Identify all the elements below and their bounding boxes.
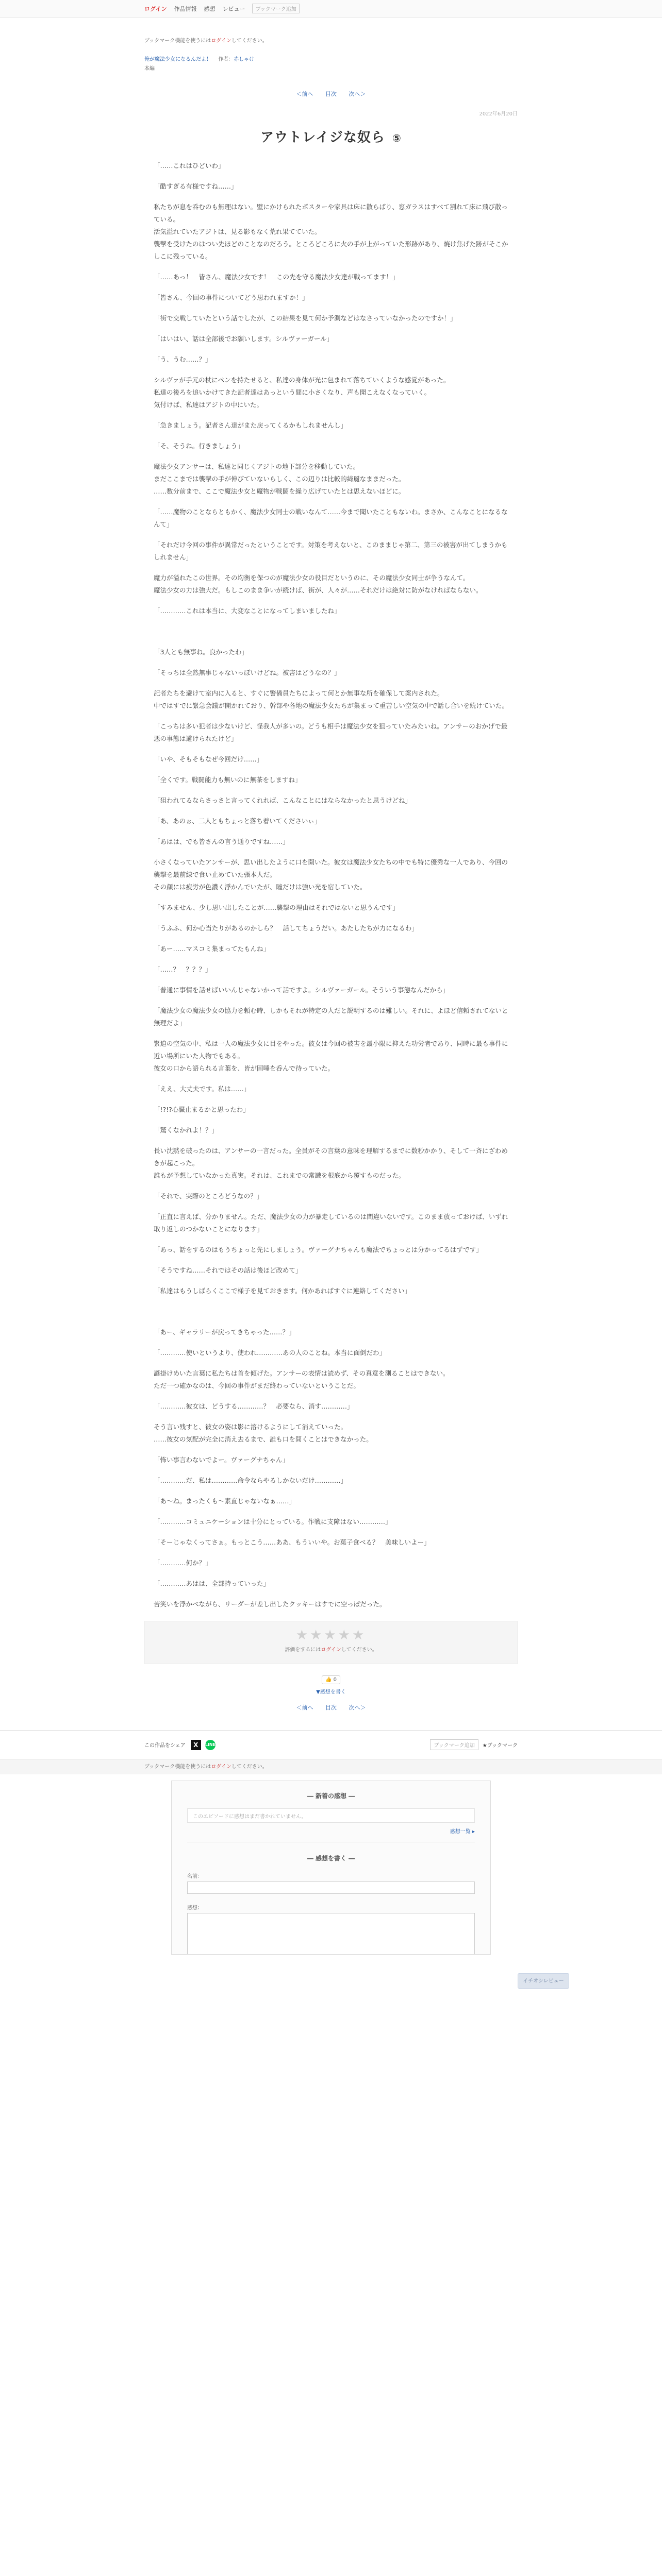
footer-bookmark-button[interactable]: ★ブックマーク <box>482 1743 518 1749</box>
name-input[interactable] <box>187 1882 475 1894</box>
novel-paragraph: 「…………何か？」 <box>154 1559 212 1567</box>
author-info: 作者：赤しゃけ <box>218 57 255 62</box>
novel-paragraph: 「怖い事言わないでよー。ヴァーグナちゃん」 <box>154 1456 289 1464</box>
bottom-login-notice: ブックマーク機能を使うにはログインしてください。 <box>0 1759 662 1774</box>
novel-paragraph: 「ええ、大丈夫です。私は……」 <box>154 1085 251 1093</box>
novel-paragraph: 「皆さん、今回の事件についてどう思われますか！」 <box>154 294 309 301</box>
novel-paragraph: 「あはは、でも皆さんの言う通りですね……」 <box>154 838 289 845</box>
novel-paragraph: 「…………彼女は、どうする…………？ 必要なら、消す…………」 <box>154 1402 354 1410</box>
x-share-icon[interactable]: X <box>191 1740 201 1750</box>
novel-paragraph: 「狙われてるならさっさと言ってくれれば、こんなことにはならなかったと思うけどね」 <box>154 796 412 804</box>
author-link[interactable]: 赤しゃけ <box>234 57 255 62</box>
novel-paragraph: 魔力が溢れたこの世界。その均衡を保つのが魔法少女の役目だというのに、その魔法少女同士が争うなんて。 魔法少女の力は強大だ。もしこのまま争いが続けば、街が、人々が……それだけは絶対に防がなければならない。 <box>154 574 483 594</box>
impressions-box <box>171 1781 491 1955</box>
novel-paragraph: 「酷すぎる有様ですね……」 <box>154 182 238 190</box>
chapter-title: アウトレイジな奴ら ⑤ <box>260 130 402 145</box>
novel-paragraph: 「あ〜ね。まったくも〜素直じゃないなぁ……」 <box>154 1497 296 1505</box>
login-link[interactable]: ログイン <box>144 5 167 12</box>
novel-paragraph: 「あ、あのぉ、二人ともちょっと落ち着いてくださいぃ」 <box>154 817 321 825</box>
novel-paragraph: 「そっちは全然無事じゃないっぽいけどね。被害はどうなの？」 <box>154 669 341 676</box>
novel-paragraph: 「!?!?心臓止まるかと思ったわ」 <box>154 1106 250 1113</box>
novel-paragraph: 「はいはい、話は全部後でお願いします。シルヴァーガール」 <box>154 335 334 343</box>
write-impression-heading: ― 感想を書く ― <box>307 1855 355 1862</box>
series-info <box>144 55 518 62</box>
next-link-bottom[interactable]: 次へ＞ <box>349 1704 366 1711</box>
scene-break <box>154 1306 508 1326</box>
novel-paragraph: 私たちが息を呑むのも無理はない。壁にかけられたポスターや家具は床に散らばり、窓ガラスはすべて割れて床に飛び散っている。 活気溢れていたアジトは、見る影もなく荒れ果てていた。 襲撃を受けたのはつい先ほどのことなのだろう。ところどころに火の手が上がっていた形跡があり、焼け焦げた跡がそこかしこに残っている。 <box>154 203 508 260</box>
novel-paragraph: 「街で交戦していたという話でしたが、この結果を見て何か予測などはなさっていなかったのですか！」 <box>154 314 457 322</box>
novel-paragraph: 「…………これは本当に、大変なことになってしまいましたね」 <box>154 607 341 615</box>
novel-paragraph: 緊迫の空気の中、私は一人の魔法少女に目をやった。彼女は今回の被害を最小限に抑えた功労者であり、同時に最も事件に近い場所にいた人物でもある。 彼女の口から語られる言葉を、皆が固唾を呑んで待っていた。 <box>154 1040 508 1072</box>
novel-paragraph: 「…………使いというより、使われ…………あの人のことね。本当に面倒だわ」 <box>154 1349 386 1357</box>
rating-login-msg: 評価をするにはログインしてください。 <box>285 1647 377 1653</box>
scene-break <box>154 625 508 646</box>
series-subtitle: 本編 <box>144 66 155 72</box>
novel-paragraph: 記者たちを避けて室内に入ると、すぐに警備員たちによって何とか無事な所を確保して案内された。 中ではすでに緊急会議が開かれており、幹部や各地の魔法少女たちが集まって重苦しい空気の中で話し合いを続けていた。 <box>154 689 508 709</box>
share-label: この作品をシェア <box>144 1743 186 1749</box>
novel-paragraph: 「それだけ今回の事件が異常だったということです。対策を考えないと、このままじゃ第二、第三の被害が出てしまうかもしれません」 <box>154 541 508 561</box>
bookmark-add-badge[interactable]: ブックマーク追加 <box>252 4 299 13</box>
novel-paragraph: 「…………だ、私は…………命令ならやるしかないだけ…………」 <box>154 1477 347 1484</box>
chapter-number: ⑤ <box>392 132 402 144</box>
novel-paragraph: 「……魔物のことならともかく、魔法少女同士の戦いなんて……今まで聞いたこともないわ。まさか、こんなことになるなんて」 <box>154 508 508 528</box>
prev-link[interactable]: ＜前へ <box>296 91 313 97</box>
like-button[interactable]: 👍 0 <box>322 1675 340 1684</box>
novel-paragraph: 「魔法少女の魔法少女の協力を頼む時、しかもそれが特定の人だと説明するのは難しい。それに、よほど信頼されてないと無理だよ」 <box>154 1007 508 1027</box>
pager-bottom <box>144 1703 518 1711</box>
nav-reviews[interactable]: レビュー <box>222 5 245 12</box>
novel-paragraph: 「普通に事情を話せばいいんじゃないかって話ですよ。シルヴァーガール。そういう事態なんだから」 <box>154 986 450 994</box>
top-bar <box>0 0 662 18</box>
new-impressions-heading: ― 新着の感想 ― <box>307 1792 355 1800</box>
novel-paragraph: 「こっちは多い犯者は少ないけど、怪我人が多いの。どうも相手は魔法少女を狙っていたみたいね。アンサーのおかげで最悪の事態は避けられたけど」 <box>154 722 508 742</box>
novel-paragraph: 「そーじゃなくってさぁ。もっとこう……ああ、もういいや。お菓子食べる？ 美味しいよー」 <box>154 1538 431 1546</box>
novel-paragraph: 「正直に言えば、分かりません。ただ、魔法少女の力が暴走しているのは間違いないです。このまま放っておけば、いずれ取り返しのつかないことになります」 <box>154 1213 508 1233</box>
footer-bar <box>0 1730 662 1759</box>
prev-link-bottom[interactable]: ＜前へ <box>296 1704 313 1711</box>
novel-paragraph: 「全くです。戦闘能力も無いのに無茶をしますね」 <box>154 776 302 784</box>
novel-paragraph: 苦笑いを浮かべながら、リーダーが差し出したクッキーはすでに空っぽだった。 <box>154 1600 386 1608</box>
publish-date: 2022年6月20日 <box>479 111 518 117</box>
toc-link-bottom[interactable]: 目次 <box>325 1704 337 1711</box>
novel-paragraph: 「う、うむ……？」 <box>154 355 212 363</box>
novel-paragraph: 謎掛けめいた言葉に私たちは首を傾げた。アンサーの表情は読めず、その真意を測ることはできない。 ただ一つ確かなのは、今回の事件がまだ終わっていないということだ。 <box>154 1369 450 1389</box>
novel-paragraph: 「私達はもうしばらくここで様子を見ておきます。何かあればすぐに連絡してください」 <box>154 1287 411 1295</box>
toc-link[interactable]: 目次 <box>325 91 337 97</box>
impression-textarea[interactable] <box>187 1913 475 1955</box>
footer-bookmark-add[interactable]: ブックマーク追加 <box>430 1739 478 1750</box>
novel-paragraph: 「あー、ギャラリーが戻ってきちゃった……？」 <box>154 1328 295 1336</box>
bottom-login-link[interactable]: ログイン <box>211 1764 231 1770</box>
novel-paragraph: 「3人とも無事ね。良かったわ」 <box>154 648 248 656</box>
impression-label: 感想： <box>187 1905 203 1911</box>
novel-paragraph: 「あっ、話をするのはもうちょっと先にしましょう。ヴァーグナちゃんも魔法でちょっとは分かってるはずです」 <box>154 1246 483 1253</box>
notice-login-link[interactable]: ログイン <box>211 38 231 44</box>
series-title[interactable]: 俺が魔法少女になるんだよ！ <box>144 57 211 62</box>
side-review-button[interactable]: イチオシレビュー <box>518 1973 569 1989</box>
novel-paragraph: 「……？ ？？？」 <box>154 965 212 973</box>
novel-paragraph: 小さくなっていたアンサーが、思い出したように口を開いた。彼女は魔法少女たちの中でも特に優秀な一人であり、今回の襲撃を最前線で食い止めていた張本人だ。 その顔には疲労が色濃く浮かんでいたが、瞳だけは強い光を宿していた。 <box>154 858 508 891</box>
novel-paragraph: シルヴァが手元の杖にペンを持たせると、私達の身体が光に包まれて落ちていくような感覚があった。 私達の後ろを追いかけてきた記者達はあっという間に小さくなり、声も聞こえなくなっていく。 気付けば、私達はアジトの中にいた。 <box>154 376 450 409</box>
novel-paragraph: 「それで、実際のところどうなの？」 <box>154 1192 263 1200</box>
novel-paragraph: 長い沈黙を破ったのは、アンサーの一言だった。全員がその言葉の意味を理解するまでに数秒かかり、そして一斉にざわめきが起こった。 誰もが予想していなかった真実。それは、これまでの常識を根底から覆すものだった。 <box>154 1147 508 1179</box>
novel-paragraph: 「…………コミュニケーションは十分にとっている。作戦に支障はない…………」 <box>154 1518 392 1526</box>
new-impressions-placeholder: このエピソードに感想はまだ書かれていません。 <box>187 1808 475 1823</box>
novel-paragraph: 「うふふ、何か心当たりがあるのかしら？ 話してちょうだい。あたしたちが力になるわ」 <box>154 924 418 932</box>
next-link[interactable]: 次へ＞ <box>349 91 366 97</box>
novel-paragraph: 「そ、そうね。行きましょう」 <box>154 442 244 450</box>
line-share-icon[interactable]: LINE <box>205 1740 216 1750</box>
rating-box <box>144 1621 518 1664</box>
novel-body <box>144 160 518 1611</box>
write-impression-link[interactable]: ▼感想を書く <box>316 1689 346 1695</box>
novel-paragraph: 「すみません、少し思い出したことが……襲撃の理由はそれではないと思うんです」 <box>154 904 399 911</box>
novel-paragraph: 「いや、そもそもなぜ今回だけ……」 <box>154 755 263 763</box>
impressions-list-link[interactable]: 感想一覧 ▸ <box>450 1829 475 1835</box>
star-rating[interactable]: ★★★★★ <box>295 1628 367 1643</box>
name-label: 名前： <box>187 1874 203 1879</box>
novel-paragraph: 「驚くなかれよ！？」 <box>154 1126 219 1134</box>
rating-login-link[interactable]: ログイン <box>321 1647 341 1653</box>
nav-work-info[interactable]: 作品情報 <box>174 5 197 12</box>
novel-paragraph: 「……あっ！ 皆さん、魔法少女です！ この先を守る魔法少女達が戦ってます！」 <box>154 273 399 281</box>
login-notice: ブックマーク機能を使うにはログインしてください。 <box>144 38 268 44</box>
novel-paragraph: 「急きましょう。記者さん達がまた戻ってくるかもしれませんし」 <box>154 421 347 429</box>
nav-impressions[interactable]: 感想 <box>204 5 216 12</box>
pager-top <box>144 90 518 98</box>
novel-paragraph: 「…………あはは、全部持っていった」 <box>154 1580 270 1587</box>
novel-paragraph: 「……これはひどいわ」 <box>154 162 225 170</box>
novel-paragraph: そう言い残すと、彼女の姿は影に溶けるようにして消えていった。 ……彼女の気配が完全に消え去るまで、誰も口を開くことはできなかった。 <box>154 1423 373 1443</box>
novel-paragraph: 「あー……マスコミ集まってたもんね」 <box>154 945 270 953</box>
novel-paragraph: 「そうですね……それではその話は後ほど改めて」 <box>154 1266 302 1274</box>
novel-paragraph: 魔法少女アンサーは、私達と同じくアジトの地下部分を移動していた。 まだここまでは襲撃の手が伸びていないらしく、この辺りは比較的綺麗なままだった。 ……数分前まで、ここで魔法少女と魔物が戦闘を繰り広げていたとは思えないほどに。 <box>154 463 405 495</box>
